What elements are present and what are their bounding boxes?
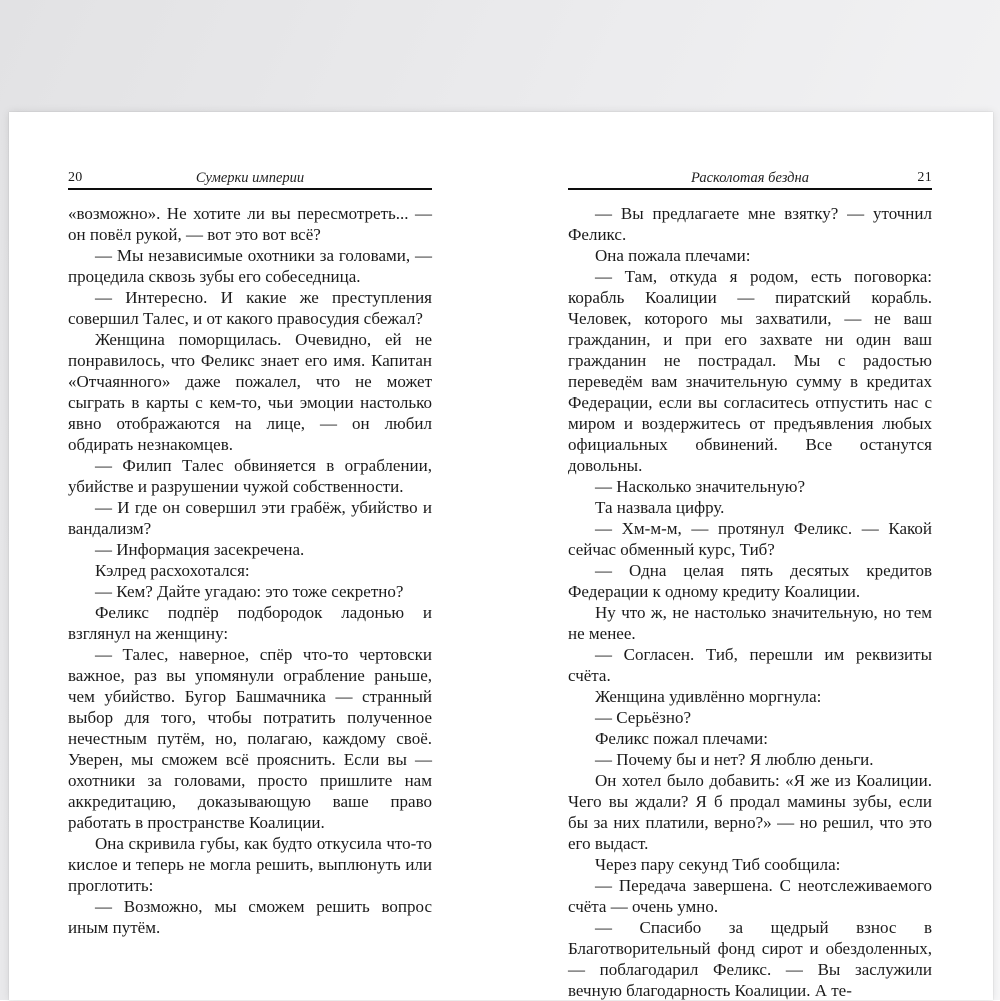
paragraph: — Там, откуда я родом, есть поговорка: корабль Коалиции — пиратский корабль. Человек, которого мы захватили, — не ваш гражданин, и при его захвате ни один ваш гражданин не пострадал. Мы с радостью переведём вам значительную сумму в кредитах Федерации, если вы согласитесь отпустить нас с миром и воздержитесь от предъявления любых официальных обвинений. Все останутся довольны.	[568, 267, 932, 475]
left-page	[68, 112, 432, 1000]
paragraph: — Интересно. И какие же преступления совершил Талес, и от какого правосудия сбежал?	[68, 288, 432, 328]
paragraph: — Спасибо за щедрый взнос в Благотворительный фонд сирот и обездоленных, — поблагодарил Феликс. — Вы заслужили вечную благодарность Коалиции. А те-	[568, 918, 932, 1000]
book-spread	[9, 112, 993, 1000]
paragraph: Феликс пожал плечами:	[595, 729, 768, 748]
paragraph: Она пожала плечами:	[595, 246, 751, 265]
right-page-text	[568, 203, 932, 1001]
paragraph: — Талес, наверное, спёр что-то чертовски важное, раз вы упомянули ограбление раньше, чем убийство. Бугор Башмачника — странный выбор для того, чтобы потратить полученное нечестным путём, но, полагаю, каждому своё. Уверен, мы сможем всё прояснить. Если вы — охотники за головами, просто пришлите нам аккредитацию, доказывающую ваше право работать в пространстве Коалиции.	[68, 645, 432, 832]
paragraph: «возможно». Не хотите ли вы пересмотреть... — он повёл рукой, — вот это вот всё?	[68, 204, 432, 244]
paragraph: Ну что ж, не настолько значительную, но тем не менее.	[568, 603, 932, 643]
left-running-title: Сумерки империи	[195, 170, 305, 186]
paragraph: — Кем? Дайте угадаю: это тоже секретно?	[95, 582, 404, 601]
paragraph: — Согласен. Тиб, перешли им реквизиты счёта.	[568, 645, 932, 685]
right-page	[568, 112, 932, 1000]
paragraph: — И где он совершил эти грабёж, убийство и вандализм?	[68, 498, 432, 538]
paragraph: Феликс подпёр подбородок ладонью и взглянул на женщину:	[68, 603, 432, 643]
left-running-head	[68, 170, 432, 190]
paragraph: — Передача завершена. С неотслеживаемого счёта — очень умно.	[568, 876, 932, 916]
paragraph: — Мы независимые охотники за головами, — процедила сквозь зубы его собеседница.	[68, 246, 432, 286]
paragraph: — Хм-м-м, — протянул Феликс. — Какой сейчас обменный курс, Тиб?	[568, 519, 932, 559]
right-page-number: 21	[917, 170, 932, 185]
left-page-text	[68, 203, 432, 938]
paragraph: — Информация засекречена.	[95, 540, 305, 559]
left-page-number: 20	[68, 170, 83, 185]
paragraph: Кэлред расхохотался:	[95, 561, 250, 580]
paragraph: — Серьёзно?	[595, 708, 691, 727]
paragraph: — Одна целая пять десятых кредитов Федерации к одному кредиту Коалиции.	[568, 561, 932, 601]
paragraph: — Насколько значительную?	[595, 477, 806, 496]
paragraph: — Филип Талес обвиняется в ограблении, убийстве и разрушении чужой собственности.	[68, 456, 432, 496]
paragraph: Он хотел было добавить: «Я же из Коалиции. Чего вы ждали? Я б продал мамины зубы, если бы за них платили, верно?» — но решил, что это его выдаст.	[568, 771, 932, 853]
paragraph: Она скривила губы, как будто откусила что-то кислое и теперь не могла решить, выплюнуть или проглотить:	[68, 834, 432, 895]
right-running-title: Расколотая бездна	[691, 170, 809, 186]
paragraph: Женщина поморщилась. Очевидно, ей не понравилось, что Феликс знает его имя. Капитан «Отчаянного» даже пожалел, что не может сыграть в карты с кем-то, чьи эмоции настолько явно отображаются на лице, — он любил обдирать незнакомцев.	[68, 330, 432, 454]
paragraph: Та назвала цифру.	[595, 498, 725, 517]
right-running-head	[568, 170, 932, 190]
paragraph: — Вы предлагаете мне взятку? — уточнил Феликс.	[568, 204, 932, 244]
paragraph: — Почему бы и нет? Я люблю деньги.	[595, 750, 874, 769]
paragraph: Женщина удивлённо моргнула:	[595, 687, 822, 706]
paragraph: Через пару секунд Тиб сообщила:	[595, 855, 841, 874]
paragraph: — Возможно, мы сможем решить вопрос иным путём.	[68, 897, 432, 937]
